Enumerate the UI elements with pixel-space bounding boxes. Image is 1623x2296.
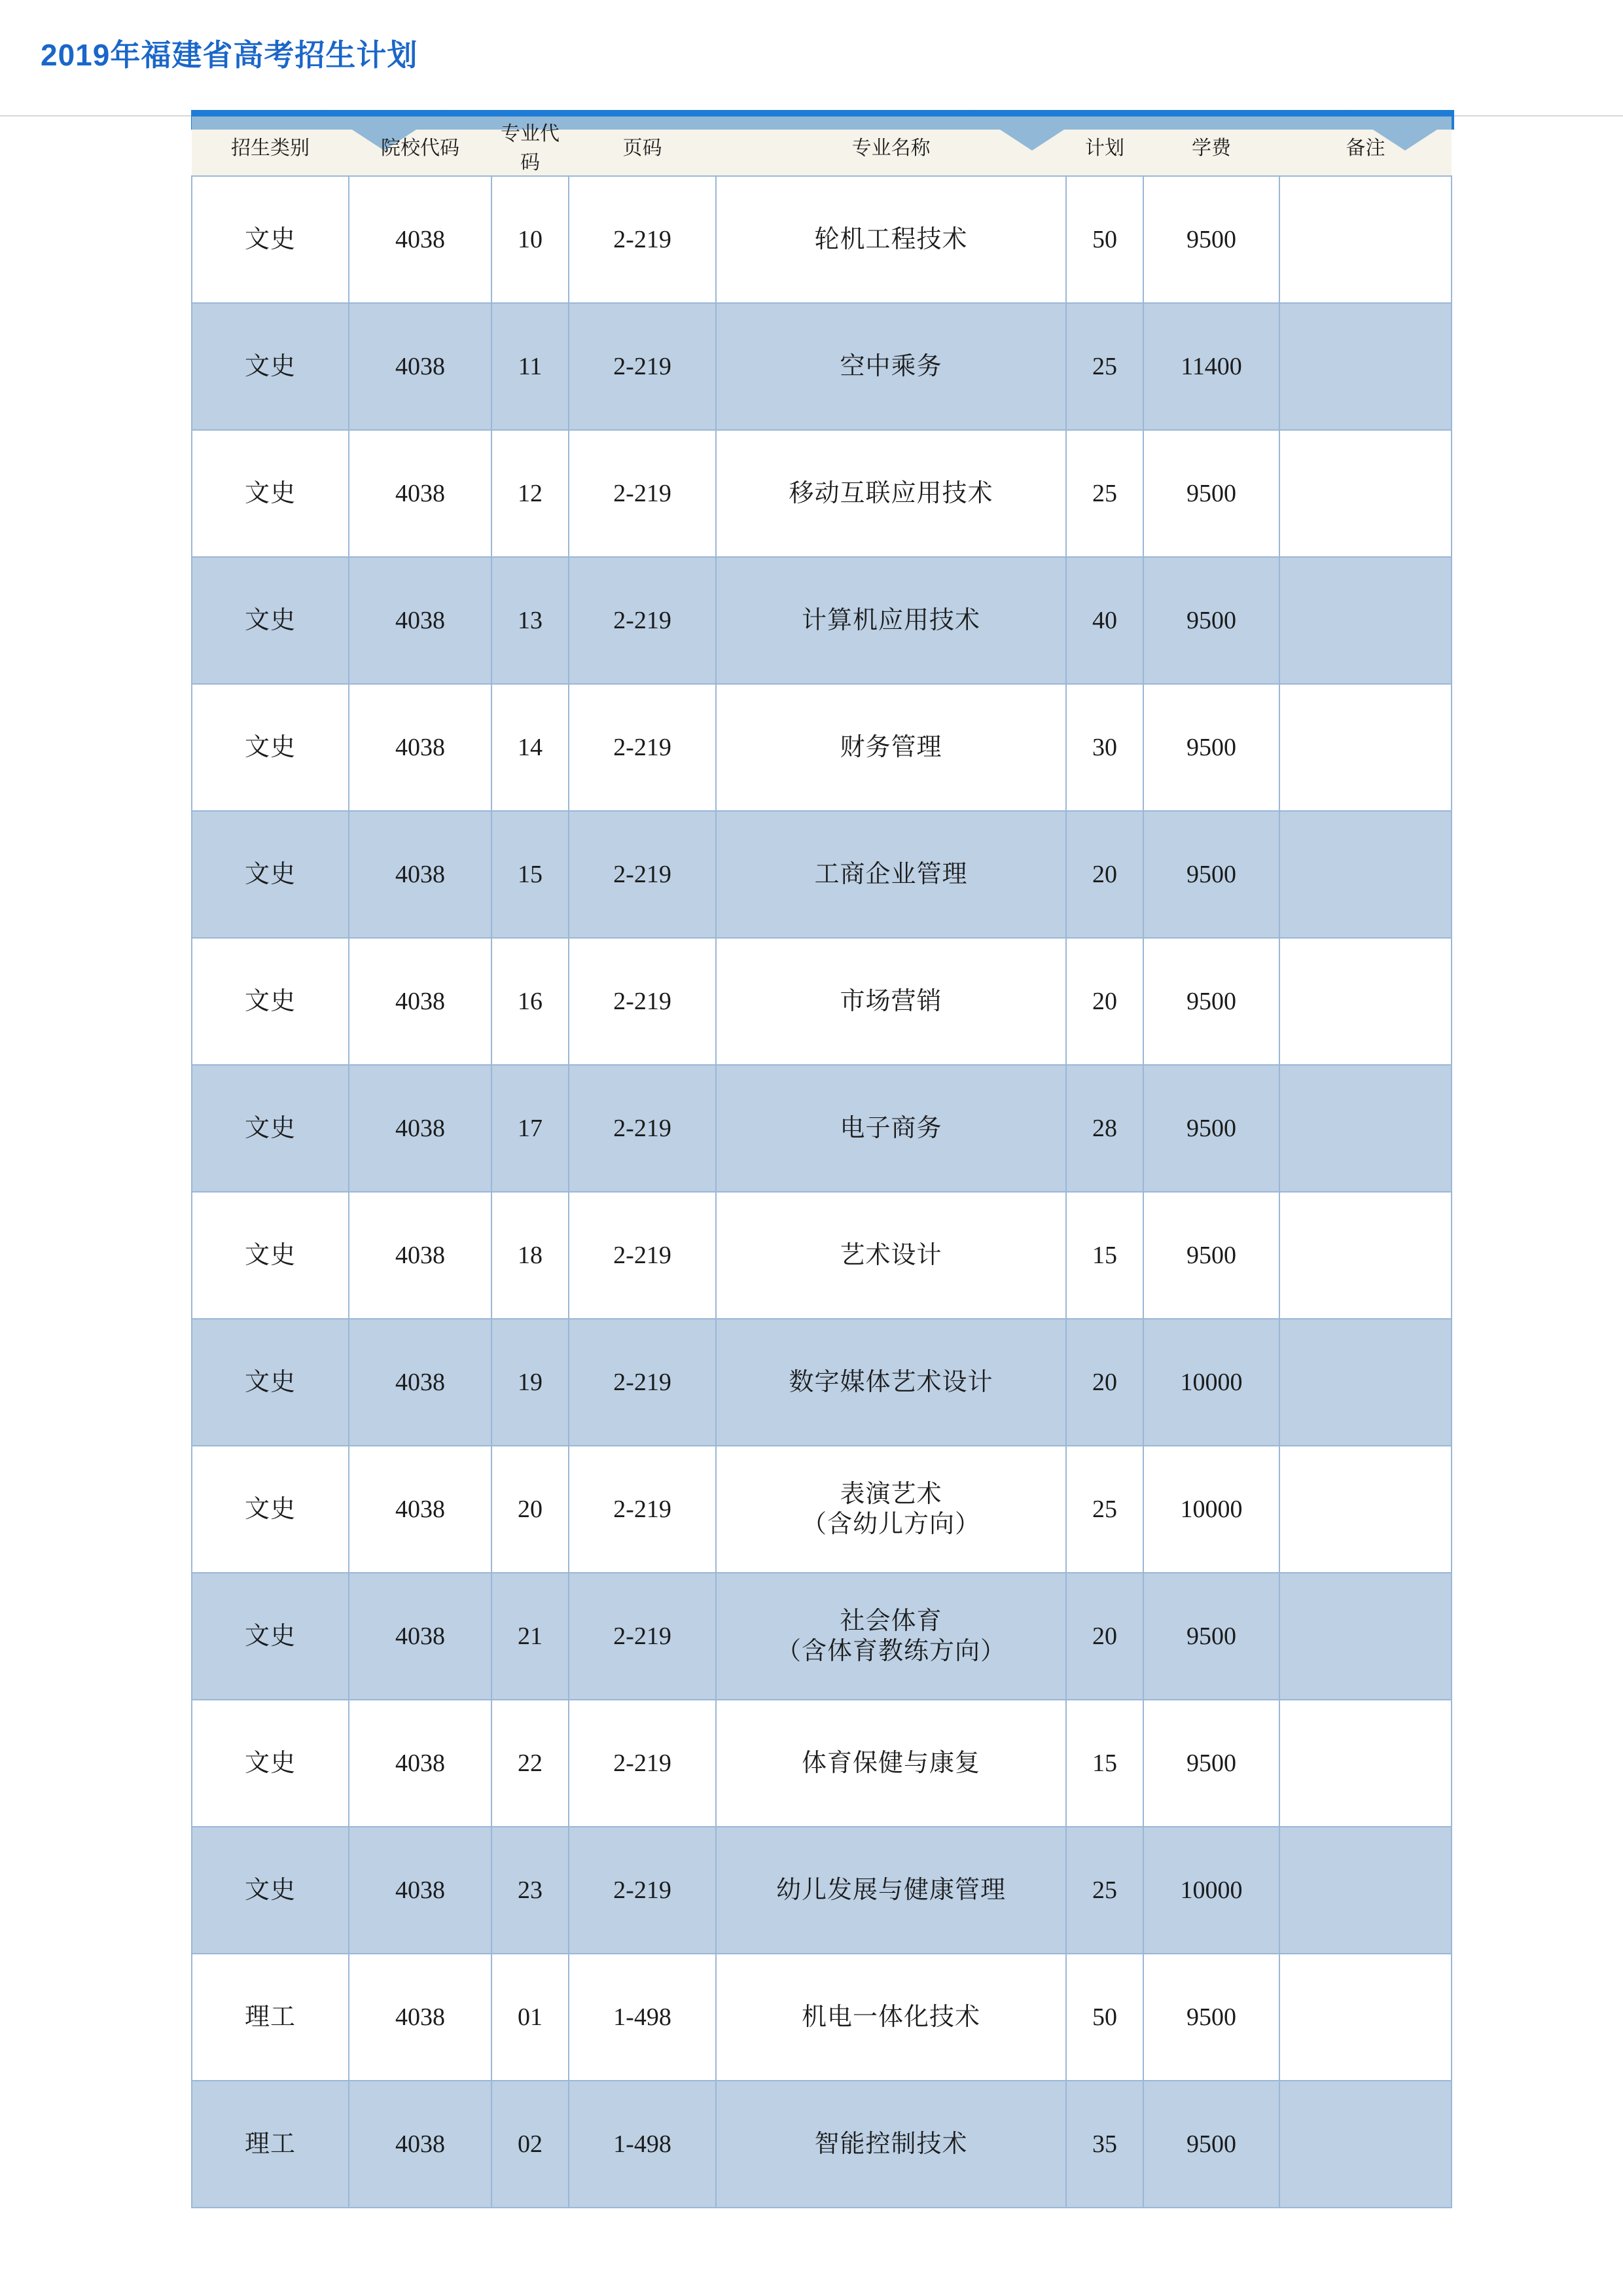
cell-major-name-line2: （含幼儿方向） [801, 1511, 980, 1538]
admission-plan-table-wrapper [191, 117, 1451, 2208]
cell-category: 文史 [192, 176, 349, 303]
cell-page: 2-219 [569, 1065, 716, 1192]
table-row [192, 1700, 1452, 1827]
cell-plan: 25 [1066, 1827, 1143, 1954]
cell-page: 2-219 [569, 684, 716, 811]
table-row [192, 938, 1452, 1065]
cell-major-code: 19 [491, 1319, 569, 1446]
cell-school-code: 4038 [349, 1827, 491, 1954]
cell-school-code: 4038 [349, 1954, 491, 2081]
cell-major-code: 10 [491, 176, 569, 303]
table-row [192, 811, 1452, 938]
cell-plan: 20 [1066, 811, 1143, 938]
admission-plan-table [191, 117, 1452, 2208]
cell-major-name: 体育保健与康复 [716, 1700, 1066, 1827]
cell-tuition: 10000 [1143, 1319, 1279, 1446]
cell-category: 文史 [192, 1700, 349, 1827]
cell-plan: 15 [1066, 1192, 1143, 1319]
cell-major-code: 14 [491, 684, 569, 811]
cell-tuition: 10000 [1143, 1446, 1279, 1573]
cell-school-code: 4038 [349, 1700, 491, 1827]
cell-major-name: 数字媒体艺术设计 [716, 1319, 1066, 1446]
cell-major-name-line1: 社会体育 [840, 1607, 942, 1635]
cell-plan: 20 [1066, 1319, 1143, 1446]
cell-category: 理工 [192, 1954, 349, 2081]
column-header-tuition: 学费 [1143, 117, 1279, 176]
cell-category: 文史 [192, 430, 349, 557]
cell-plan: 35 [1066, 2081, 1143, 2208]
cell-remark [1279, 1065, 1452, 1192]
cell-plan: 50 [1066, 176, 1143, 303]
cell-major-code: 01 [491, 1954, 569, 2081]
cell-page: 2-219 [569, 1192, 716, 1319]
cell-tuition: 9500 [1143, 811, 1279, 938]
table-header-row [192, 117, 1452, 176]
cell-plan: 15 [1066, 1700, 1143, 1827]
cell-tuition: 9500 [1143, 1700, 1279, 1827]
table-row [192, 557, 1452, 684]
cell-school-code: 4038 [349, 1573, 491, 1700]
cell-school-code: 4038 [349, 938, 491, 1065]
cell-major-name: 机电一体化技术 [716, 1954, 1066, 2081]
cell-remark [1279, 557, 1452, 684]
cell-major-name: 电子商务 [716, 1065, 1066, 1192]
cell-school-code: 4038 [349, 1446, 491, 1573]
cell-category: 文史 [192, 1446, 349, 1573]
cell-major-code: 22 [491, 1700, 569, 1827]
cell-page: 2-219 [569, 430, 716, 557]
cell-school-code: 4038 [349, 1192, 491, 1319]
cell-tuition: 9500 [1143, 1573, 1279, 1700]
cell-major-code: 20 [491, 1446, 569, 1573]
cell-major-code: 02 [491, 2081, 569, 2208]
cell-tuition: 9500 [1143, 1192, 1279, 1319]
cell-page: 2-219 [569, 1573, 716, 1700]
column-header-major-code: 专业代码 [491, 117, 569, 176]
cell-plan: 40 [1066, 557, 1143, 684]
cell-plan: 50 [1066, 1954, 1143, 2081]
cell-major-name: 市场营销 [716, 938, 1066, 1065]
cell-plan: 28 [1066, 1065, 1143, 1192]
cell-tuition: 9500 [1143, 1954, 1279, 2081]
cell-page: 2-219 [569, 1446, 716, 1573]
cell-category: 文史 [192, 303, 349, 430]
cell-remark [1279, 1700, 1452, 1827]
cell-remark [1279, 938, 1452, 1065]
cell-category: 文史 [192, 1192, 349, 1319]
table-row [192, 1065, 1452, 1192]
cell-tuition: 9500 [1143, 176, 1279, 303]
cell-category: 文史 [192, 1827, 349, 1954]
cell-tuition: 11400 [1143, 303, 1279, 430]
column-header-category: 招生类别 [192, 117, 349, 176]
table-row [192, 2081, 1452, 2208]
cell-major-name: 财务管理 [716, 684, 1066, 811]
cell-plan: 20 [1066, 938, 1143, 1065]
cell-school-code: 4038 [349, 176, 491, 303]
cell-remark [1279, 1827, 1452, 1954]
cell-category: 文史 [192, 557, 349, 684]
cell-major-name [716, 1573, 1066, 1700]
cell-major-code: 11 [491, 303, 569, 430]
cell-major-name: 移动互联应用技术 [716, 430, 1066, 557]
table-row [192, 1827, 1452, 1954]
cell-major-name: 计算机应用技术 [716, 557, 1066, 684]
cell-remark [1279, 1573, 1452, 1700]
cell-school-code: 4038 [349, 303, 491, 430]
cell-remark [1279, 1319, 1452, 1446]
cell-major-name: 智能控制技术 [716, 2081, 1066, 2208]
cell-remark [1279, 303, 1452, 430]
cell-page: 2-219 [569, 1319, 716, 1446]
cell-category: 文史 [192, 1319, 349, 1446]
cell-plan: 25 [1066, 1446, 1143, 1573]
cell-page: 2-219 [569, 1827, 716, 1954]
cell-major-name-line2: （含体育教练方向） [776, 1638, 1006, 1665]
column-header-remark: 备注 [1279, 117, 1452, 176]
table-row [192, 176, 1452, 303]
table-row [192, 430, 1452, 557]
cell-major-code: 12 [491, 430, 569, 557]
cell-school-code: 4038 [349, 557, 491, 684]
cell-major-name: 工商企业管理 [716, 811, 1066, 938]
table-row [192, 1573, 1452, 1700]
cell-remark [1279, 811, 1452, 938]
cell-major-code: 13 [491, 557, 569, 684]
cell-tuition: 9500 [1143, 1065, 1279, 1192]
cell-major-name: 幼儿发展与健康管理 [716, 1827, 1066, 1954]
table-row [192, 1192, 1452, 1319]
cell-remark [1279, 430, 1452, 557]
cell-major-code: 23 [491, 1827, 569, 1954]
cell-remark [1279, 176, 1452, 303]
cell-tuition: 9500 [1143, 2081, 1279, 2208]
cell-remark [1279, 1446, 1452, 1573]
cell-remark [1279, 1954, 1452, 2081]
cell-major-name [716, 1446, 1066, 1573]
cell-category: 文史 [192, 1573, 349, 1700]
column-header-page: 页码 [569, 117, 716, 176]
cell-category: 理工 [192, 2081, 349, 2208]
column-header-school-code: 院校代码 [349, 117, 491, 176]
cell-major-name: 轮机工程技术 [716, 176, 1066, 303]
table-row [192, 1954, 1452, 2081]
cell-category: 文史 [192, 684, 349, 811]
cell-school-code: 4038 [349, 811, 491, 938]
cell-page: 1-498 [569, 2081, 716, 2208]
cell-page: 2-219 [569, 938, 716, 1065]
cell-plan: 20 [1066, 1573, 1143, 1700]
cell-plan: 25 [1066, 430, 1143, 557]
cell-major-name: 艺术设计 [716, 1192, 1066, 1319]
cell-tuition: 9500 [1143, 430, 1279, 557]
table-row [192, 303, 1452, 430]
table-row [192, 1446, 1452, 1573]
cell-school-code: 4038 [349, 1319, 491, 1446]
cell-major-code: 18 [491, 1192, 569, 1319]
cell-major-name: 空中乘务 [716, 303, 1066, 430]
cell-page: 2-219 [569, 303, 716, 430]
page-title: 2019年福建省高考招生计划 [41, 38, 418, 72]
table-row [192, 684, 1452, 811]
cell-category: 文史 [192, 938, 349, 1065]
cell-tuition: 10000 [1143, 1827, 1279, 1954]
column-header-plan: 计划 [1066, 117, 1143, 176]
cell-tuition: 9500 [1143, 938, 1279, 1065]
cell-school-code: 4038 [349, 684, 491, 811]
cell-tuition: 9500 [1143, 684, 1279, 811]
cell-page: 2-219 [569, 811, 716, 938]
cell-major-name-line1: 表演艺术 [840, 1480, 942, 1508]
cell-tuition: 9500 [1143, 557, 1279, 684]
cell-page: 2-219 [569, 1700, 716, 1827]
column-header-major-name: 专业名称 [716, 117, 1066, 176]
cell-major-code: 21 [491, 1573, 569, 1700]
cell-page: 1-498 [569, 1954, 716, 2081]
cell-category: 文史 [192, 811, 349, 938]
cell-category: 文史 [192, 1065, 349, 1192]
cell-major-code: 15 [491, 811, 569, 938]
cell-school-code: 4038 [349, 430, 491, 557]
cell-plan: 25 [1066, 303, 1143, 430]
cell-school-code: 4038 [349, 1065, 491, 1192]
table-row [192, 1319, 1452, 1446]
cell-remark [1279, 2081, 1452, 2208]
cell-major-code: 17 [491, 1065, 569, 1192]
cell-remark [1279, 1192, 1452, 1319]
cell-page: 2-219 [569, 176, 716, 303]
cell-page: 2-219 [569, 557, 716, 684]
cell-remark [1279, 684, 1452, 811]
cell-plan: 30 [1066, 684, 1143, 811]
cell-major-code: 16 [491, 938, 569, 1065]
cell-school-code: 4038 [349, 2081, 491, 2208]
